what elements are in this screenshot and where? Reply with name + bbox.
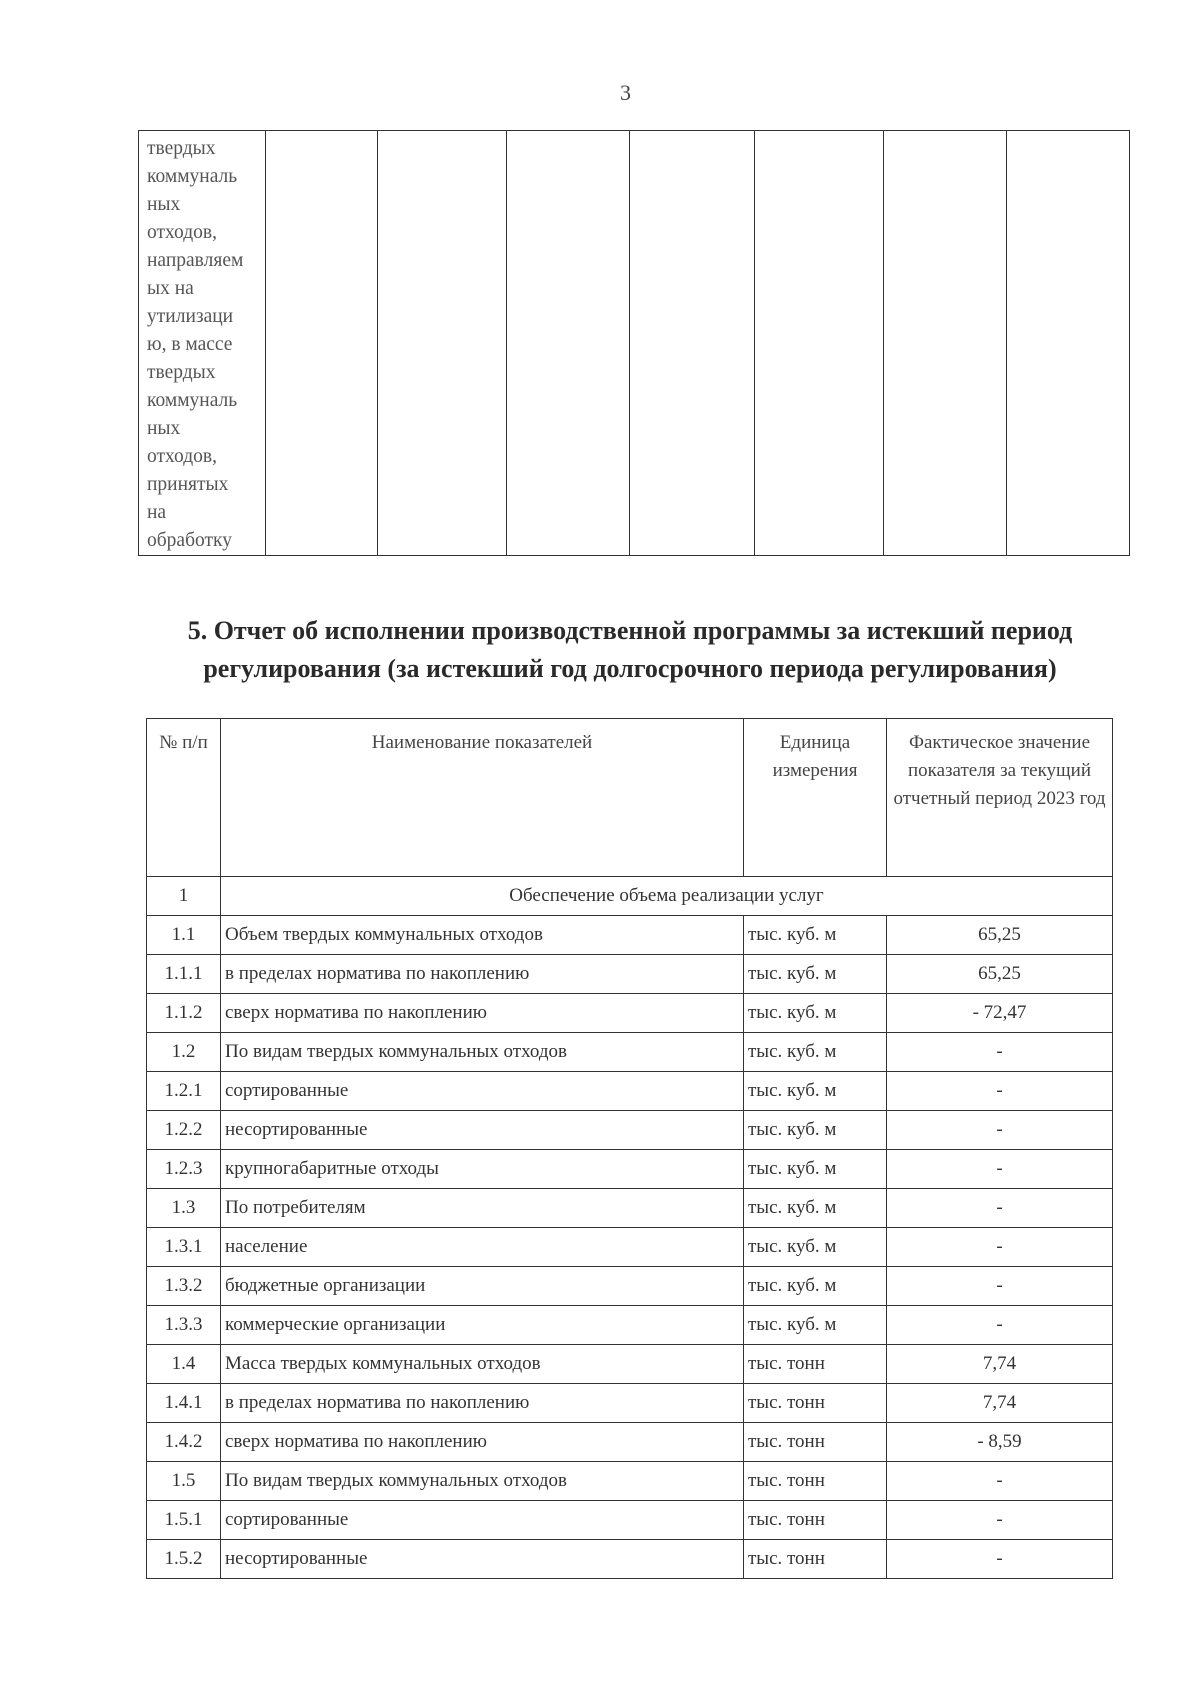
- table-row: [147, 1150, 1113, 1189]
- row-indicator-name: сортированные: [221, 1501, 744, 1540]
- row-indicator-name: коммерческие организации: [221, 1306, 744, 1345]
- row-unit: тыс. тонн: [744, 1501, 887, 1540]
- row-unit: тыс. куб. м: [744, 955, 887, 994]
- row-number: 1.5.1: [147, 1501, 221, 1540]
- header-unit: Единица измерения: [744, 719, 887, 877]
- table-row: [147, 1189, 1113, 1228]
- row-indicator-name: в пределах норматива по накоплению: [221, 955, 744, 994]
- row-value: -: [887, 1072, 1113, 1111]
- row-indicator-name: По видам твердых коммунальных отходов: [221, 1033, 744, 1072]
- row-number: 1.3: [147, 1189, 221, 1228]
- production-program-report-table: [146, 718, 1113, 1579]
- row-unit: тыс. тонн: [744, 1462, 887, 1501]
- table-row: [147, 916, 1113, 955]
- row-value: -: [887, 1501, 1113, 1540]
- row-unit: тыс. куб. м: [744, 1150, 887, 1189]
- row-indicator-name: несортированные: [221, 1540, 744, 1579]
- row-value: - 72,47: [887, 994, 1113, 1033]
- continued-table-fragment: [138, 130, 1130, 556]
- row-value: -: [887, 1306, 1113, 1345]
- row-indicator-name: несортированные: [221, 1111, 744, 1150]
- row-unit: тыс. куб. м: [744, 1189, 887, 1228]
- row-unit: тыс. куб. м: [744, 1306, 887, 1345]
- row-indicator-name: бюджетные организации: [221, 1267, 744, 1306]
- row-indicator-name: Объем твердых коммунальных отходов: [221, 916, 744, 955]
- row-value: -: [887, 1189, 1113, 1228]
- section-title: 5. Отчет об исполнении производственной программы за истекший период регулирования (за истекший год долгосрочного периода регулирования): [187, 616, 1073, 683]
- fragment-label-cell: [139, 131, 266, 556]
- table-row: [147, 1384, 1113, 1423]
- fragment-empty-cell: [884, 131, 1007, 556]
- row-number: 1.1.2: [147, 994, 221, 1033]
- row-unit: тыс. тонн: [744, 1540, 887, 1579]
- row-value: -: [887, 1462, 1113, 1501]
- row-number: 1.2.1: [147, 1072, 221, 1111]
- row-unit: тыс. куб. м: [744, 994, 887, 1033]
- row-unit: тыс. куб. м: [744, 1228, 887, 1267]
- table-row: [147, 1462, 1113, 1501]
- row-number: 1.1: [147, 916, 221, 955]
- header-number: № п/п: [147, 719, 221, 877]
- table-row: [147, 955, 1113, 994]
- row-indicator-name: Масса твердых коммунальных отходов: [221, 1345, 744, 1384]
- section-number: 1: [147, 877, 221, 916]
- table-row: [147, 1228, 1113, 1267]
- row-indicator-name: сверх норматива по накоплению: [221, 994, 744, 1033]
- row-value: -: [887, 1033, 1113, 1072]
- row-value: 65,25: [887, 955, 1113, 994]
- row-unit: тыс. куб. м: [744, 1267, 887, 1306]
- table-row: [147, 1501, 1113, 1540]
- row-indicator-name: сортированные: [221, 1072, 744, 1111]
- table-section-row: [147, 877, 1113, 916]
- row-indicator-name: население: [221, 1228, 744, 1267]
- row-unit: тыс. куб. м: [744, 1033, 887, 1072]
- table-row: [147, 1540, 1113, 1579]
- row-number: 1.3.2: [147, 1267, 221, 1306]
- row-unit: тыс. тонн: [744, 1345, 887, 1384]
- table-row: [147, 1345, 1113, 1384]
- fragment-empty-cell: [630, 131, 755, 556]
- table-row: [147, 1072, 1113, 1111]
- row-indicator-name: По видам твердых коммунальных отходов: [221, 1462, 744, 1501]
- row-value: 7,74: [887, 1384, 1113, 1423]
- table-row: [147, 994, 1113, 1033]
- row-number: 1.5: [147, 1462, 221, 1501]
- row-number: 1.1.1: [147, 955, 221, 994]
- row-number: 1.4: [147, 1345, 221, 1384]
- row-value: - 8,59: [887, 1423, 1113, 1462]
- table-row: [147, 1306, 1113, 1345]
- row-value: -: [887, 1228, 1113, 1267]
- fragment-empty-cell: [378, 131, 507, 556]
- row-value: -: [887, 1111, 1113, 1150]
- page-number: 3: [620, 80, 631, 105]
- row-unit: тыс. тонн: [744, 1423, 887, 1462]
- table-row: [147, 1033, 1113, 1072]
- row-value: 7,74: [887, 1345, 1113, 1384]
- row-unit: тыс. куб. м: [744, 1111, 887, 1150]
- row-unit: тыс. куб. м: [744, 1072, 887, 1111]
- row-number: 1.3.1: [147, 1228, 221, 1267]
- row-number: 1.3.3: [147, 1306, 221, 1345]
- row-unit: тыс. тонн: [744, 1384, 887, 1423]
- header-indicator-name: Наименование показателей: [221, 719, 744, 877]
- section-heading: Обеспечение объема реализации услуг: [221, 877, 1113, 916]
- fragment-empty-cell: [507, 131, 630, 556]
- fragment-empty-cell: [265, 131, 377, 556]
- row-number: 1.4.1: [147, 1384, 221, 1423]
- row-indicator-name: крупногабаритные отходы: [221, 1150, 744, 1189]
- table-row: [147, 1267, 1113, 1306]
- row-value: -: [887, 1267, 1113, 1306]
- fragment-empty-cell: [755, 131, 884, 556]
- row-number: 1.5.2: [147, 1540, 221, 1579]
- row-indicator-name: сверх норматива по накоплению: [221, 1423, 744, 1462]
- header-actual-value: Фактическое значение показателя за текущий отчетный период 2023 год: [887, 719, 1113, 877]
- row-value: -: [887, 1150, 1113, 1189]
- row-indicator-name: в пределах норматива по накоплению: [221, 1384, 744, 1423]
- table-row: [147, 1111, 1113, 1150]
- row-value: 65,25: [887, 916, 1113, 955]
- row-number: 1.4.2: [147, 1423, 221, 1462]
- fragment-empty-cell: [1007, 131, 1130, 556]
- row-number: 1.2.3: [147, 1150, 221, 1189]
- row-value: -: [887, 1540, 1113, 1579]
- row-indicator-name: По потребителям: [221, 1189, 744, 1228]
- row-number: 1.2.2: [147, 1111, 221, 1150]
- table-row: [147, 1423, 1113, 1462]
- row-unit: тыс. куб. м: [744, 916, 887, 955]
- row-number: 1.2: [147, 1033, 221, 1072]
- fragment-label-text: твердых коммуналь ных отходов, направляем ых на утилизаци ю, в массе твердых коммуналь ных отходов, принятых на обработку: [147, 138, 244, 551]
